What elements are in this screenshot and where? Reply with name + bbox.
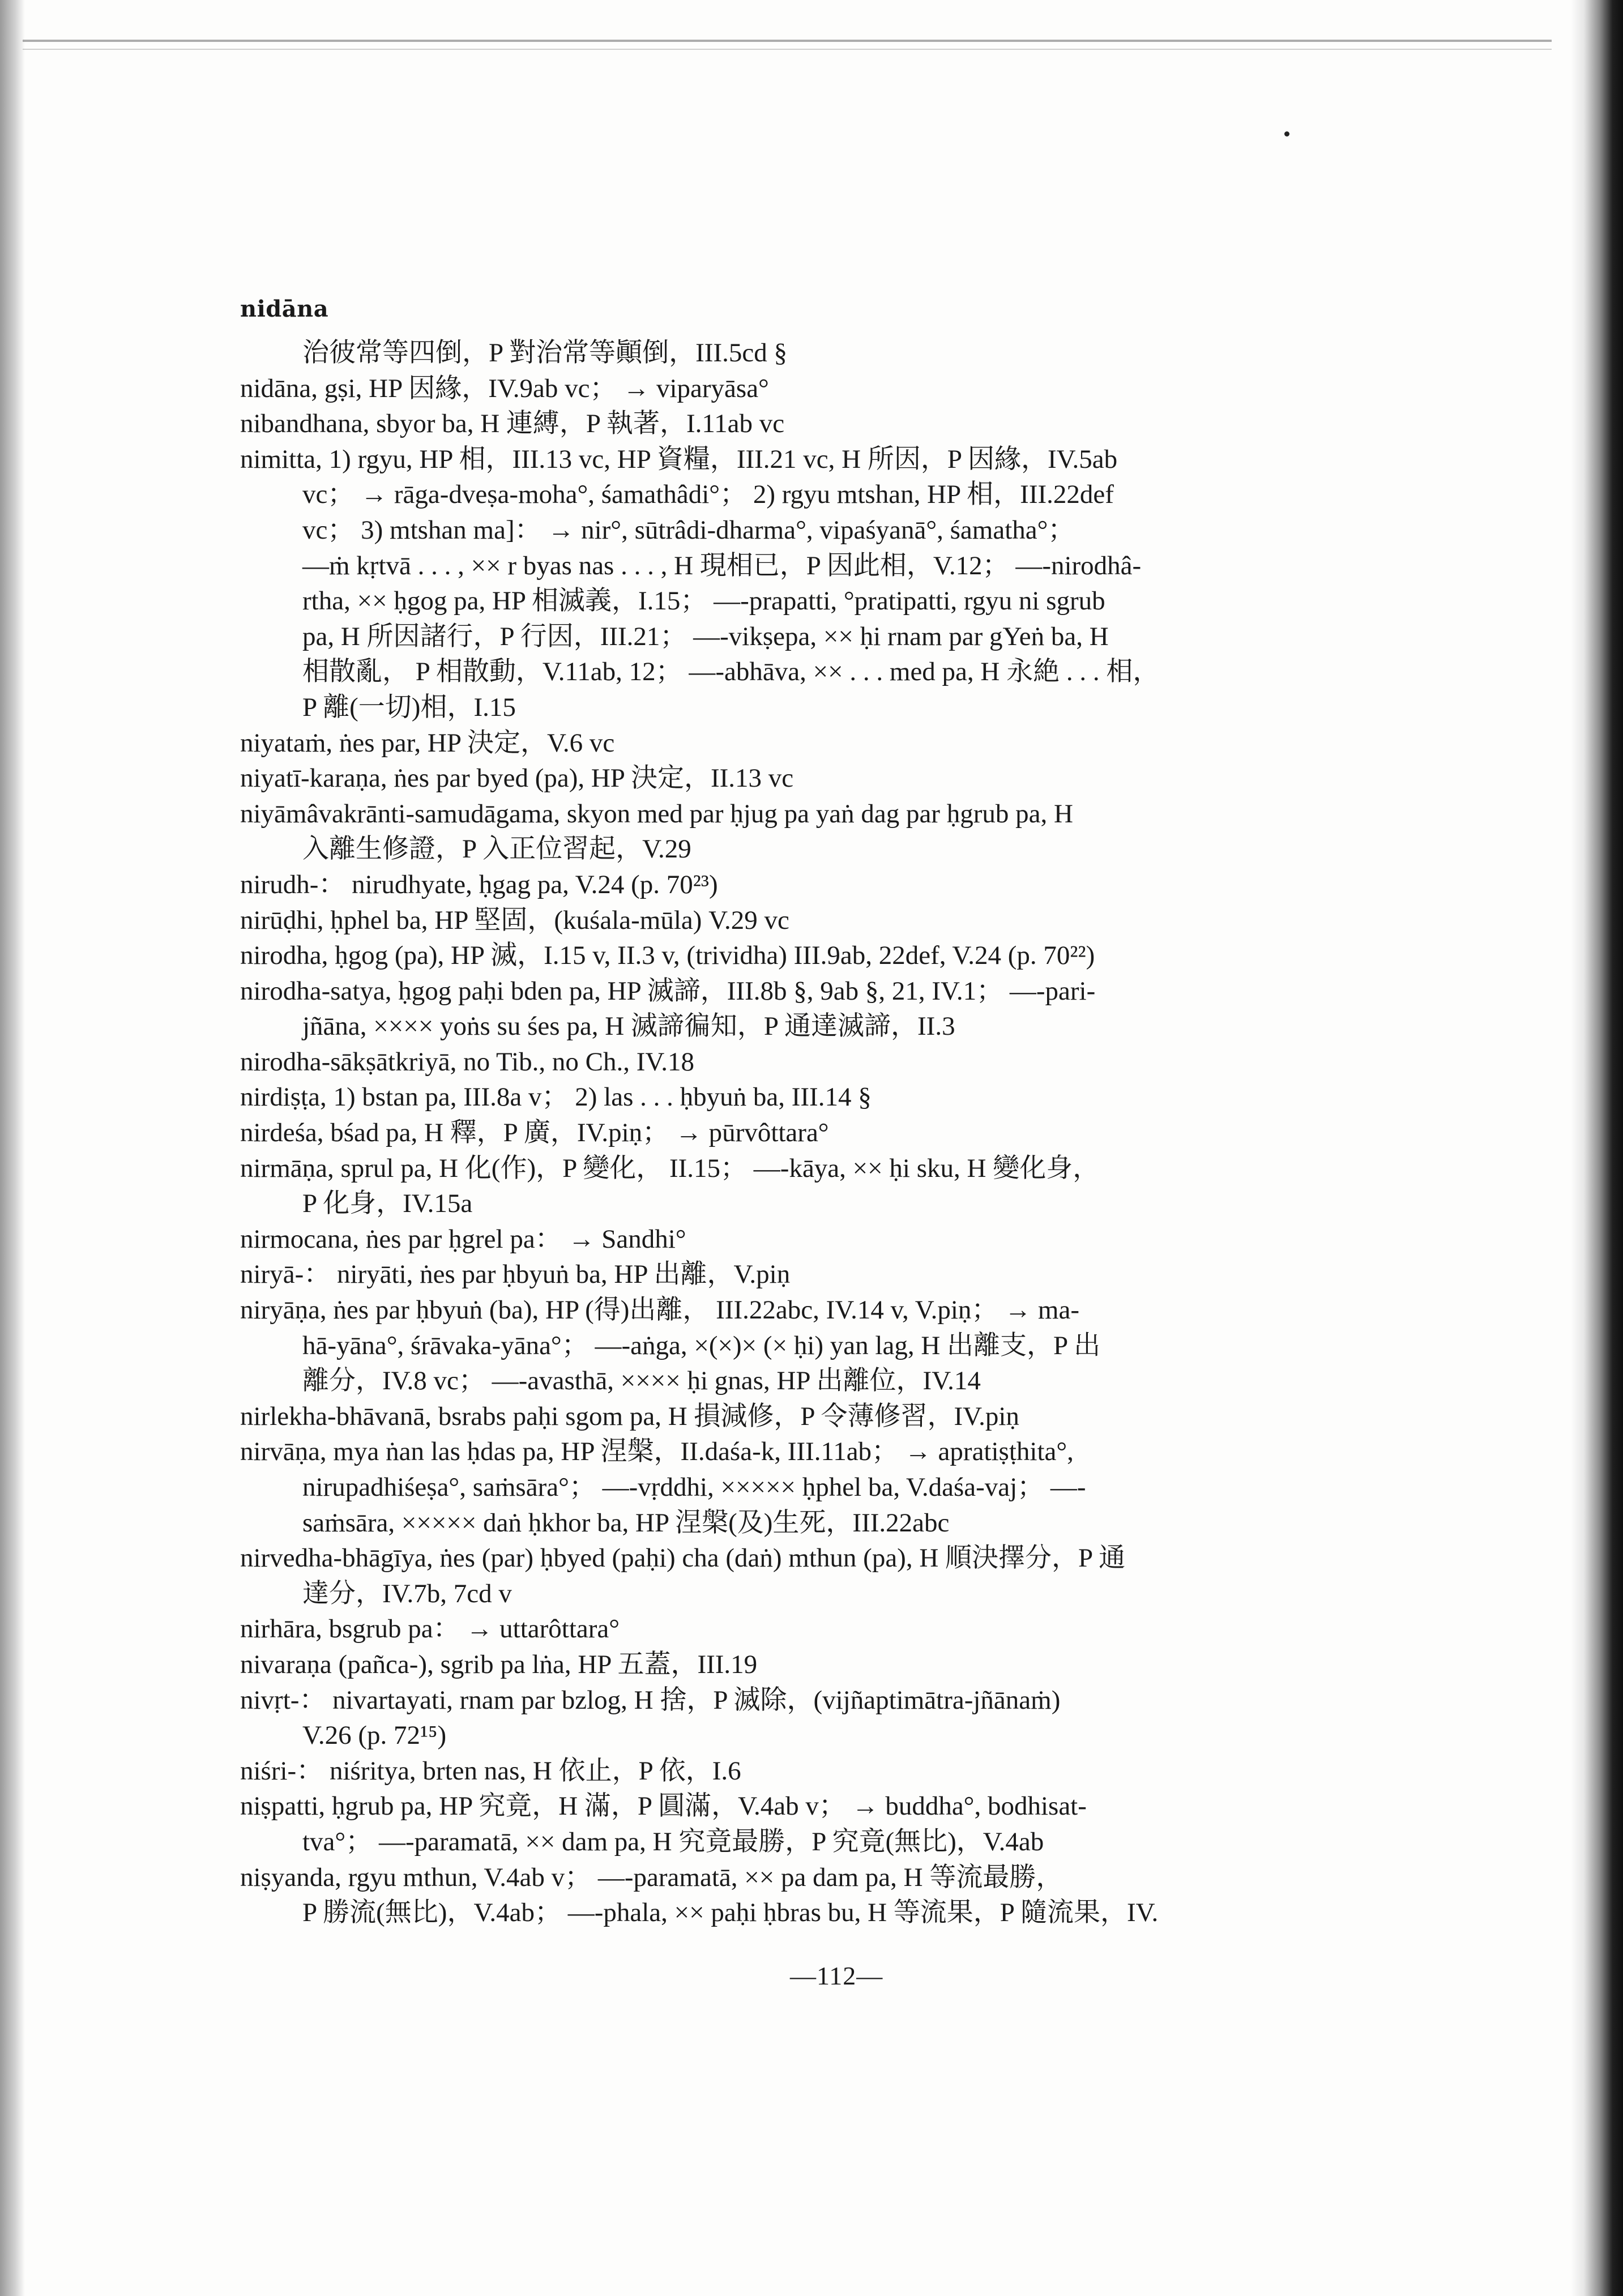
index-line: rtha, ×× ḥgog pa, HP 相滅義，I.15； —-prapatti, °pratipatti, rgyu ni sgrub [302, 586, 1105, 616]
index-line: 治彼常等四倒，P 對治常等顚倒，III.5cd § [302, 338, 787, 368]
scan-line [23, 40, 1552, 42]
page-number: —112— [790, 1961, 883, 1990]
index-line: V.26 (p. 72¹⁵) [302, 1721, 447, 1751]
index-line: 離分，IV.8 vc； —-avasthā, ×××× ḥi gnas, HP 出離位，IV.14 [302, 1366, 981, 1396]
index-line: nibandhana, sbyor ba, H 連縛，P 執著，I.11ab vc [240, 409, 785, 439]
index-line: tva°； —-paramatā, ×× dam pa, H 究竟最勝，P 究竟(無比)，V.4ab [302, 1826, 1044, 1857]
index-line: niṣyanda, rgyu mthun, V.4ab v； —-paramatā, ×× pa dam pa, H 等流最勝， [240, 1862, 1063, 1892]
running-header: nidāna [240, 296, 329, 322]
index-line: niṣpatti, ḥgrub pa, HP 究竟，H 滿，P 圓滿，V.4ab v； → buddha°, bodhisat- [240, 1791, 1087, 1821]
speck [1284, 131, 1289, 136]
index-line: P 離(一切)相，I.15 [302, 692, 516, 722]
index-line: nirupadhiśeṣa°, saṁsāra°； —-vṛddhi, ××××× ḥphel ba, V.daśa-vaj； —- [302, 1473, 1086, 1502]
index-line: saṁsāra, ××××× daṅ ḥkhor ba, HP 涅槃(及)生死，III.22abc [302, 1508, 950, 1538]
index-line: nirmāṇa, sprul pa, H 化(作)，P 變化， II.15； —-kāya, ×× ḥi sku, H 變化身， [240, 1153, 1100, 1183]
index-line: nirdiṣṭa, 1) bstan pa, III.8a v； 2) las . . . ḥbyuṅ ba, III.14 § [240, 1082, 872, 1112]
index-line: nirvedha-bhāgīya, ṅes (par) ḥbyed (paḥi) cha (daṅ) mthun (pa), H 順決擇分，P 通 [240, 1543, 1126, 1573]
index-line: jñāna, ×××× yoṅs su śes pa, H 滅諦徧知，P 通達滅諦，II.3 [302, 1012, 955, 1042]
index-line: nirvāṇa, mya ṅan las ḥdas pa, HP 涅槃，II.daśa-k, III.11ab； → apratiṣṭhita°, [240, 1437, 1074, 1467]
index-line: niryāṇa, ṅes par ḥbyuṅ (ba), HP (得)出離， III.22abc, IV.14 v, V.piṇ； → ma- [240, 1295, 1079, 1325]
index-line: 相散亂， P 相散動，V.11ab, 12； —-abhāva, ×× . . . med pa, H 永絶 . . . 相， [302, 657, 1160, 687]
index-line: niyatī-karaṇa, ṅes par byed (pa), HP 決定，II.13 vc [240, 763, 794, 793]
index-line: vc； 3) mtshan ma]： → nir°, sūtrâdi-dharma°, vipaśyanā°, śamatha°； [302, 515, 1075, 545]
index-line: vc； → rāga-dveṣa-moha°, śamathâdi°； 2) rgyu mtshan, HP 相，III.22def [302, 480, 1114, 510]
index-line: nivṛt-： nivartayati, rnam par bzlog, H 捨，P 滅除，(vijñaptimātra-jñānaṁ) [240, 1685, 1061, 1715]
index-line: 入離生修證，P 入正位習起，V.29 [302, 834, 691, 864]
index-line: nirhāra, bsgrub pa： → uttarôttara° [240, 1614, 620, 1644]
scan-line [23, 49, 1552, 50]
index-line: pa, H 所因諸行，P 行因，III.21； —-vikṣepa, ×× ḥi rnam par gYeṅ ba, H [302, 621, 1109, 651]
scan-edge-right [1571, 0, 1623, 2296]
index-line: nivaraṇa (pañca-), sgrib pa lṅa, HP 五蓋，III.19 [240, 1649, 758, 1679]
index-line: nirdeśa, bśad pa, H 釋，P 廣，IV.piṇ； → pūrvôttara° [240, 1118, 829, 1148]
index-line: nirodha-sākṣātkriyā, no Tib., no Ch., IV.18 [240, 1047, 695, 1077]
index-line: hā-yāna°, śrāvaka-yāna°； —-aṅga, ×(×)× (× ḥi) yan lag, H 出離支，P 出 [302, 1330, 1101, 1360]
index-line: nirlekha-bhāvanā, bsrabs paḥi sgom pa, H 損減修，P 令薄修習，IV.piṇ [240, 1401, 1019, 1431]
index-line: 達分，IV.7b, 7cd v [302, 1578, 512, 1608]
index-line: nimitta, 1) rgyu, HP 相，III.13 vc, HP 資糧，III.21 vc, H 所因，P 因緣，IV.5ab [240, 444, 1118, 474]
index-line: —ṁ kṛtvā . . . , ×× r byas nas . . . , H 現相已，P 因此相，V.12； —-nirodhâ- [302, 550, 1142, 581]
index-line: P 化身，IV.15a [302, 1189, 473, 1219]
index-line: niśri-： niśritya, brten nas, H 依止，P 依，I.6 [240, 1756, 741, 1786]
index-line: nidāna, gṣi, HP 因緣，IV.9ab vc； → viparyāsa° [240, 373, 769, 403]
index-line: niyataṁ, ṅes par, HP 決定，V.6 vc [240, 728, 615, 758]
index-line: niryā-： niryāti, ṅes par ḥbyuṅ ba, HP 出離，V.piṇ [240, 1260, 791, 1290]
index-line: niyāmâvakrānti-samudāgama, skyon med par ḥjug pa yaṅ dag par ḥgrub pa, H [240, 799, 1073, 829]
index-line: nirudh-： nirudhyate, ḥgag pa, V.24 (p. 70²³) [240, 869, 718, 899]
index-line: nirodha-satya, ḥgog paḥi bden pa, HP 滅諦，III.8b §, 9ab §, 21, IV.1； —-pari- [240, 976, 1096, 1006]
index-line: nirmocana, ṅes par ḥgrel pa： → Sandhi° [240, 1224, 686, 1254]
index-line: nirūḍhi, ḥphel ba, HP 堅固，(kuśala-mūla) V.29 vc [240, 905, 789, 935]
scan-edge-left [0, 0, 25, 2296]
index-line: nirodha, ḥgog (pa), HP 滅，I.15 v, II.3 v, (trividha) III.9ab, 22def, V.24 (p. 70²²) [240, 941, 1095, 971]
index-entries [240, 335, 1418, 1931]
index-line: P 勝流(無比)，V.4ab； —-phala, ×× paḥi ḥbras bu, H 等流果，P 隨流果，IV. [302, 1898, 1159, 1928]
